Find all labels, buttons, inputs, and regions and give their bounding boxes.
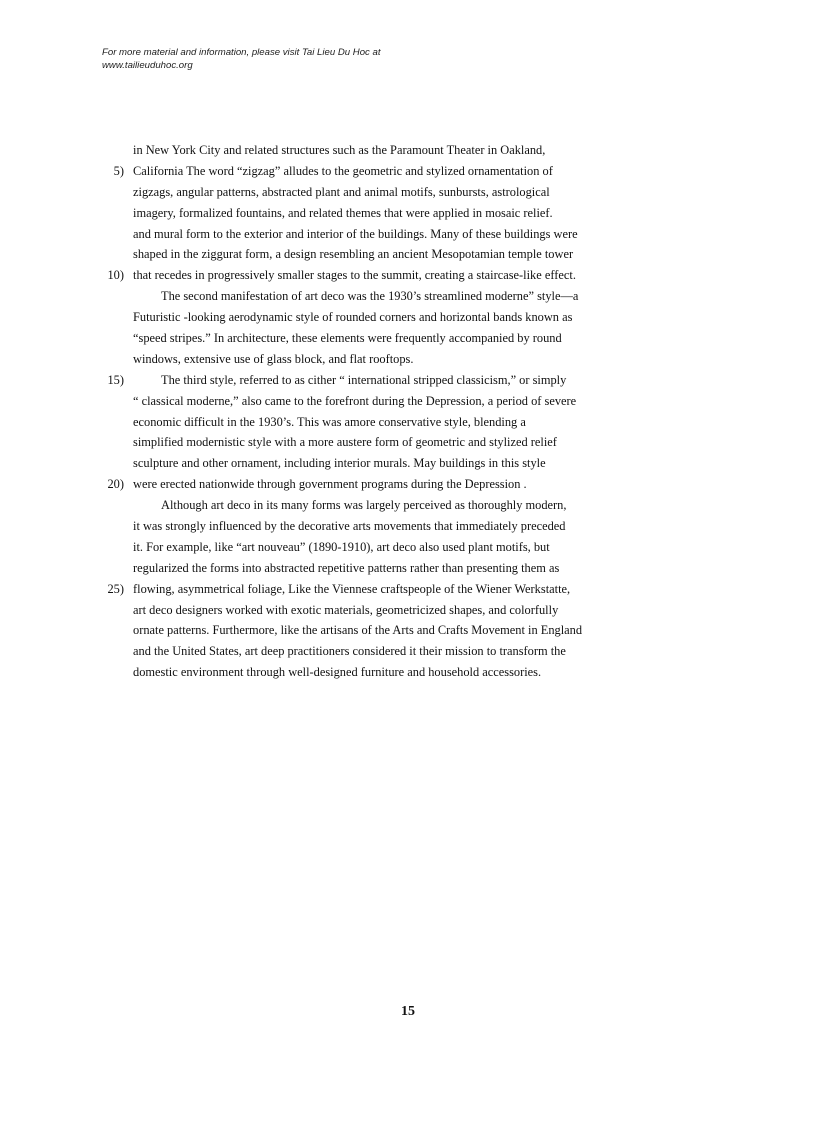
line-text: Futuristic -looking aerodynamic style of rounded corners and horizontal bands known as bbox=[133, 310, 573, 325]
passage-body bbox=[0, 140, 816, 683]
line-text: imagery, formalized fountains, and related themes that were applied in mosaic relief. bbox=[133, 205, 553, 220]
passage-line bbox=[0, 370, 816, 391]
line-text: ornate patterns. Furthermore, like the artisans of the Arts and Crafts Movement in England bbox=[133, 623, 583, 638]
passage-line bbox=[0, 579, 816, 600]
passage-line bbox=[0, 161, 816, 182]
passage-line bbox=[0, 620, 816, 641]
line-number: 15) bbox=[107, 372, 124, 387]
line-text: and the United States, art deep practitioners considered it their mission to transform the bbox=[133, 644, 566, 659]
passage-line bbox=[0, 432, 816, 453]
passage-line bbox=[0, 349, 816, 370]
line-text: and mural form to the exterior and interior of the buildings. Many of these buildings were bbox=[133, 226, 578, 241]
passage-line bbox=[0, 286, 816, 307]
line-text: art deco designers worked with exotic materials, geometricized shapes, and colorfully bbox=[133, 602, 559, 617]
line-text: regularized the forms into abstracted repetitive patterns rather than presenting them as bbox=[133, 560, 560, 575]
passage-line bbox=[0, 474, 816, 495]
passage-line bbox=[0, 662, 816, 683]
line-number: 10) bbox=[107, 268, 124, 283]
line-number: 20) bbox=[107, 477, 124, 492]
line-text: in New York City and related structures such as the Paramount Theater in Oakland, bbox=[133, 143, 546, 157]
page-number: 15 bbox=[401, 1004, 415, 1019]
line-text: flowing, asymmetrical foliage, Like the Viennese craftspeople of the Wiener Werkstatte, bbox=[133, 581, 571, 596]
passage-line bbox=[0, 307, 816, 328]
line-text: sculpture and other ornament, including interior murals. May buildings in this style bbox=[133, 456, 546, 471]
line-number: 5) bbox=[113, 163, 124, 178]
line-text: were erected nationwide through government programs during the Depression . bbox=[133, 477, 527, 492]
header-line-1: For more material and information, please visit Tai Lieu Du Hoc at bbox=[102, 47, 381, 58]
passage-line bbox=[0, 453, 816, 474]
line-text: zigzags, angular patterns, abstracted plant and animal motifs, sunbursts, astrological bbox=[133, 184, 550, 199]
line-text: shaped in the ziggurat form, a design resembling an ancient Mesopotamian temple tower bbox=[133, 247, 574, 262]
line-text: simplified modernistic style with a more austere form of geometric and stylized relief bbox=[133, 435, 557, 450]
line-text: that recedes in progressively smaller stages to the summit, creating a staircase-like effect. bbox=[133, 268, 576, 283]
passage-line bbox=[0, 412, 816, 433]
passage-line bbox=[0, 265, 816, 286]
line-text: windows, extensive use of glass block, and flat rooftops. bbox=[133, 351, 414, 366]
passage-line bbox=[0, 203, 816, 224]
line-text: domestic environment through well-designed furniture and household accessories. bbox=[133, 665, 542, 680]
line-text: “ classical moderne,” also came to the forefront during the Depression, a period of severe bbox=[133, 393, 577, 408]
passage-line bbox=[0, 244, 816, 265]
line-text: economic difficult in the 1930’s. This was amore conservative style, blending a bbox=[133, 414, 526, 429]
passage-line bbox=[0, 558, 816, 579]
passage-line bbox=[0, 182, 816, 203]
passage-line bbox=[0, 328, 816, 349]
line-text: The second manifestation of art deco was the 1930’s streamlined moderne” style—a bbox=[161, 289, 579, 304]
page-header bbox=[102, 46, 381, 72]
passage-line bbox=[0, 516, 816, 537]
passage-line bbox=[0, 537, 816, 558]
header-link[interactable]: www.tailieuduhoc.org bbox=[102, 60, 193, 71]
line-text: “speed stripes.” In architecture, these elements were frequently accompanied by round bbox=[133, 331, 562, 346]
line-text: Although art deco in its many forms was largely perceived as thoroughly modern, bbox=[161, 498, 567, 513]
passage-line bbox=[0, 140, 816, 161]
passage-line bbox=[0, 224, 816, 245]
passage-line bbox=[0, 495, 816, 516]
line-text: California The word “zigzag” alludes to the geometric and stylized ornamentation of bbox=[133, 163, 553, 178]
passage-line bbox=[0, 391, 816, 412]
passage-line bbox=[0, 600, 816, 621]
line-number: 25) bbox=[107, 581, 124, 596]
line-text: The third style, referred to as cither “ international stripped classicism,” or simply bbox=[161, 372, 567, 387]
line-text: it was strongly influenced by the decorative arts movements that immediately preceded bbox=[133, 519, 566, 534]
passage-line bbox=[0, 641, 816, 662]
line-text: it. For example, like “art nouveau” (1890-1910), art deco also used plant motifs, but bbox=[133, 539, 550, 554]
